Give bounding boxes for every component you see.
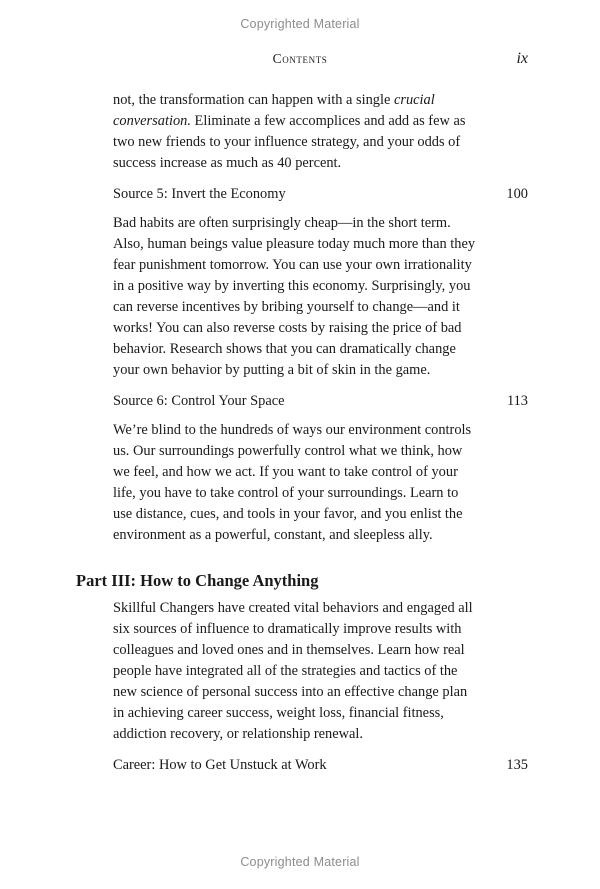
part-heading[interactable]: Part III: How to Change Anything — [76, 571, 319, 590]
toc-entry-page: 113 — [506, 393, 528, 409]
toc-entry-career[interactable] — [113, 755, 528, 776]
page-number: ix — [516, 50, 528, 67]
toc-entry-description: We’re blind to the hundreds of ways our environment controls us. Our surroundings powerfully control what we think, how we feel, and how we act. If you want to take control of your life, you have to take control of your surroundings. Learn to use distance, cues, and tools in your favor, and you enlist the environment as a powerful, constant, and sleepless ally. — [113, 422, 472, 543]
watermark-bottom: Copyrighted Material — [240, 855, 360, 869]
continued-text-start: not, the transformation can happen with a single — [113, 92, 394, 108]
watermark-top: Copyrighted Material — [240, 17, 360, 31]
toc-entry-source-6[interactable] — [113, 391, 528, 412]
toc-entry-title: Source 6: Control Your Space — [113, 393, 285, 409]
toc-content — [0, 90, 600, 776]
toc-entry-page: 135 — [506, 757, 528, 773]
toc-entry-source-5[interactable] — [113, 184, 528, 205]
part-description: Skillful Changers have created vital behaviors and engaged all six sources of influence to dramatically improve results with colleagues and loved ones and in themselves. Learn how real people have integrated all of the strategies and tactics of the new science of personal success into an effective change plan in achieving career success, weight loss, financial fitness, addiction recovery, or relationship renewal. — [113, 600, 473, 742]
toc-entry-page: 100 — [506, 186, 528, 202]
toc-entry-title: Source 5: Invert the Economy — [113, 186, 286, 202]
toc-entry-description: Bad habits are often surprisingly cheap—in the short term. Also, human beings value pleasure today much more than they fear punishment tomorrow. You can use your own irrationality in a positive way by inverting this economy. Surprisingly, you can reverse incentives by bribing yourself to change—and it works! You can also reverse costs by raising the price of bad behavior. Research shows that you can dramatically change your own behavior by putting a bit of skin in the game. — [113, 215, 476, 378]
continued-text-end: Eliminate a few accomplices and add as few as two new friends to your influence strategy, and your odds of success increase as much as 40 percent. — [113, 113, 466, 171]
toc-entry-title: Career: How to Get Unstuck at Work — [113, 757, 327, 773]
continued-description — [113, 90, 481, 174]
emphasis-text: crucial conversation. — [113, 92, 435, 129]
running-head: Contents — [272, 51, 328, 66]
